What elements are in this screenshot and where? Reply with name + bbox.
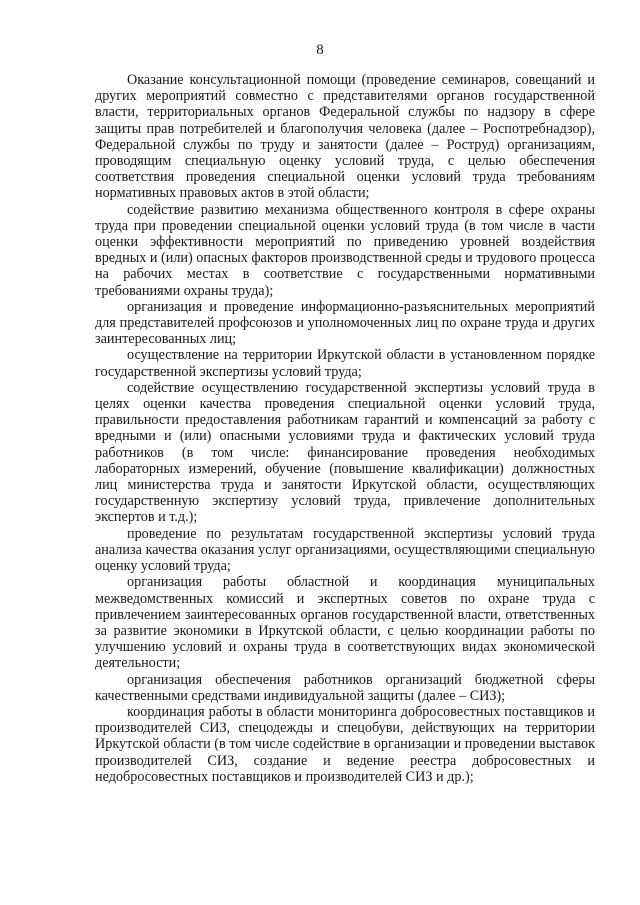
paragraph-information-events: организация и проведение информационно-разъяснительных мероприятий для представителей профсоюзов и уполномоченных лиц по охране труда и других заинтересованных лиц; [95,298,595,348]
paragraph-expertise-analysis: проведение по результатам государственной экспертизы условий труда анализа качества оказания услуг организациями, осуществляющими специальную оценку условий труда; [95,525,595,575]
paragraph-ppe-supply: организация обеспечения работников организаций бюджетной сферы качественными средствами индивидуальной защиты (далее – СИЗ); [95,671,595,704]
paragraph-public-control: содействие развитию механизма общественного контроля в сфере охраны труда при проведении специальной оценки условий труда (в том числе в части оценки эффективности мероприятий по приведению уровней воздействия вредных и (или) опасных факторов производственной среды и трудового процесса на рабочих местах в соответствие с государственными нормативными требованиями охраны труда); [95,201,595,299]
paragraph-commissions: организация работы областной и координация муниципальных межведомственных комиссий и экспертных советов по охране труда с привлечением заинтересованных органов государственной власти, ответственных за развитие экономики в Иркутской области, с целью координации работы по улучшению условий и охраны труда в соответствующих видах экономической деятельности; [95,574,595,672]
paragraph-consultation: Оказание консультационной помощи (проведение семинаров, совещаний и других мероприятий совместно с представителями органов государственной власти, территориальных органов Федеральной службы по надзору в сфере защиты прав потребителей и благополучия человека (далее – Роспотребнадзор), Федеральной службы по труду и занятости (далее – Роструд) организациям, проводящим специальную оценку условий труда, с целью обеспечения соответствия проведения специальной оценки условий труда требованиям нормативных правовых актов в этой области; [95,72,595,202]
paragraph-expertise-support: содействие осуществлению государственной экспертизы условий труда в целях оценки качества проведения специальной оценки условий труда, правильности предоставления работникам гарантий и компенсаций за работу с вредными и (или) опасными условиями труда и фактических условий труда работников (в том числе: финансирование проведения необходимых лабораторных измерений, обучение (повышение квалификации) должностных лиц министерства труда и занятости Иркутской области, осуществляющих государственную экспертизу условий труда, привлечение дополнительных экспертов и т.д.); [95,379,595,526]
document-body [95,72,595,785]
paragraph-state-expertise: осуществление на территории Иркутской области в установленном порядке государственной экспертизы условий труда; [95,347,595,380]
paragraph-ppe-monitoring: координация работы в области мониторинга добросовестных поставщиков и производителей СИЗ, спецодежды и спецобуви, действующих на территории Иркутской области (в том числе содействие в организации и проведении выставок производителей СИЗ, создание и ведение реестра добросовестных и недобросовестных поставщиков и производителей СИЗ и др.); [95,703,595,785]
page-number: 8 [316,42,324,58]
